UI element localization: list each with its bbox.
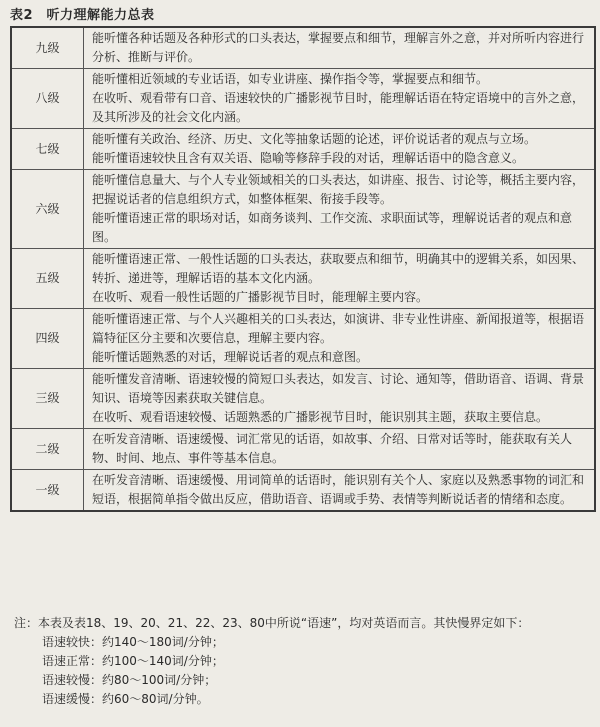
table-row	[11, 69, 595, 129]
description-line: 能听懂各种话题及各种形式的口头表达，掌握要点和细节，理解言外之意，并对所听内容进行分析、推断与评价。	[92, 31, 585, 64]
table-row	[11, 369, 595, 429]
level-description	[84, 249, 596, 309]
level-label: 八级	[11, 69, 84, 129]
level-description	[84, 470, 596, 512]
footnote-item: 语速较快：约140～180词/分钟；	[42, 635, 224, 649]
footnote-main: 注：本表及表18、19、20、21、22、23、80中所说“语速”，均对英语而言。其快慢界定如下：	[14, 616, 530, 630]
table-row	[11, 27, 595, 69]
level-label: 三级	[11, 369, 84, 429]
description-line: 能听懂发音清晰、语速较慢的简短口头表达，如发言、讨论、通知等，借助语音、语调、背景知识、语境等因素获取关键信息。	[92, 372, 585, 405]
level-label: 六级	[11, 170, 84, 249]
description-line: 能听懂语速较快且含有双关语、隐喻等修辞手段的对话，理解话语中的隐含意义。	[92, 151, 525, 165]
footnote-item: 语速正常：约100～140词/分钟；	[42, 654, 224, 668]
description-line: 在听发音清晰、语速缓慢、用词简单的话语时，能识别有关个人、家庭以及熟悉事物的词汇和短语，根据简单指令做出反应，借助语音、语调或手势、表情等判断说话者的情绪和态度。	[92, 473, 585, 506]
table-title: 表2 听力理解能力总表	[10, 8, 155, 23]
footnote-item: 语速缓慢：约60～80词/分钟。	[42, 692, 209, 706]
level-label: 五级	[11, 249, 84, 309]
table-body	[11, 27, 595, 511]
footnote	[14, 614, 592, 709]
description-line: 能听懂有关政治、经济、历史、文化等抽象话题的论述，评价说话者的观点与立场。	[92, 132, 537, 146]
level-label: 四级	[11, 309, 84, 369]
level-description	[84, 369, 596, 429]
level-description	[84, 170, 596, 249]
table-row	[11, 170, 595, 249]
table-row	[11, 249, 595, 309]
description-line: 能听懂语速正常、一般性话题的口头表达，获取要点和细节，明确其中的逻辑关系，如因果、转折、递进等，理解话语的基本文化内涵。	[92, 252, 585, 285]
table-row	[11, 470, 595, 512]
table-row	[11, 129, 595, 170]
description-line: 在收听、观看带有口音、语速较快的广播影视节目时，能理解话语在特定语境中的言外之意，及其所涉及的社会文化内涵。	[92, 91, 585, 124]
description-line: 能听懂语速正常、与个人兴趣相关的口头表达，如演讲、非专业性讲座、新闻报道等，根据语篇特征区分主要和次要信息，理解主要内容。	[92, 312, 585, 345]
level-label: 二级	[11, 429, 84, 470]
description-line: 在听发音清晰、语速缓慢、词汇常见的话语，如故事、介绍、日常对话等时，能获取有关人物、时间、地点、事件等基本信息。	[92, 432, 573, 465]
description-line: 在收听、观看语速较慢、话题熟悉的广播影视节目时，能识别其主题，获取主要信息。	[92, 410, 549, 424]
level-description	[84, 309, 596, 369]
description-line: 能听懂相近领域的专业话语，如专业讲座、操作指令等，掌握要点和细节。	[92, 72, 489, 86]
listening-ability-table	[10, 26, 596, 512]
level-description	[84, 429, 596, 470]
level-description	[84, 27, 596, 69]
level-label: 一级	[11, 470, 84, 512]
level-label: 七级	[11, 129, 84, 170]
footnote-item: 语速较慢：约80～100词/分钟；	[42, 673, 217, 687]
level-description	[84, 69, 596, 129]
table-row	[11, 309, 595, 369]
description-line: 能听懂语速正常的职场对话，如商务谈判、工作交流、求职面试等，理解说话者的观点和意图。	[92, 211, 573, 244]
table-row	[11, 429, 595, 470]
level-description	[84, 129, 596, 170]
description-line: 在收听、观看一般性话题的广播影视节目时，能理解主要内容。	[92, 290, 429, 304]
description-line: 能听懂话题熟悉的对话，理解说话者的观点和意图。	[92, 350, 369, 364]
description-line: 能听懂信息量大、与个人专业领域相关的口头表达，如讲座、报告、讨论等，概括主要内容，把握说话者的信息组织方式，如整体框架、衔接手段等。	[92, 173, 585, 206]
level-label: 九级	[11, 27, 84, 69]
